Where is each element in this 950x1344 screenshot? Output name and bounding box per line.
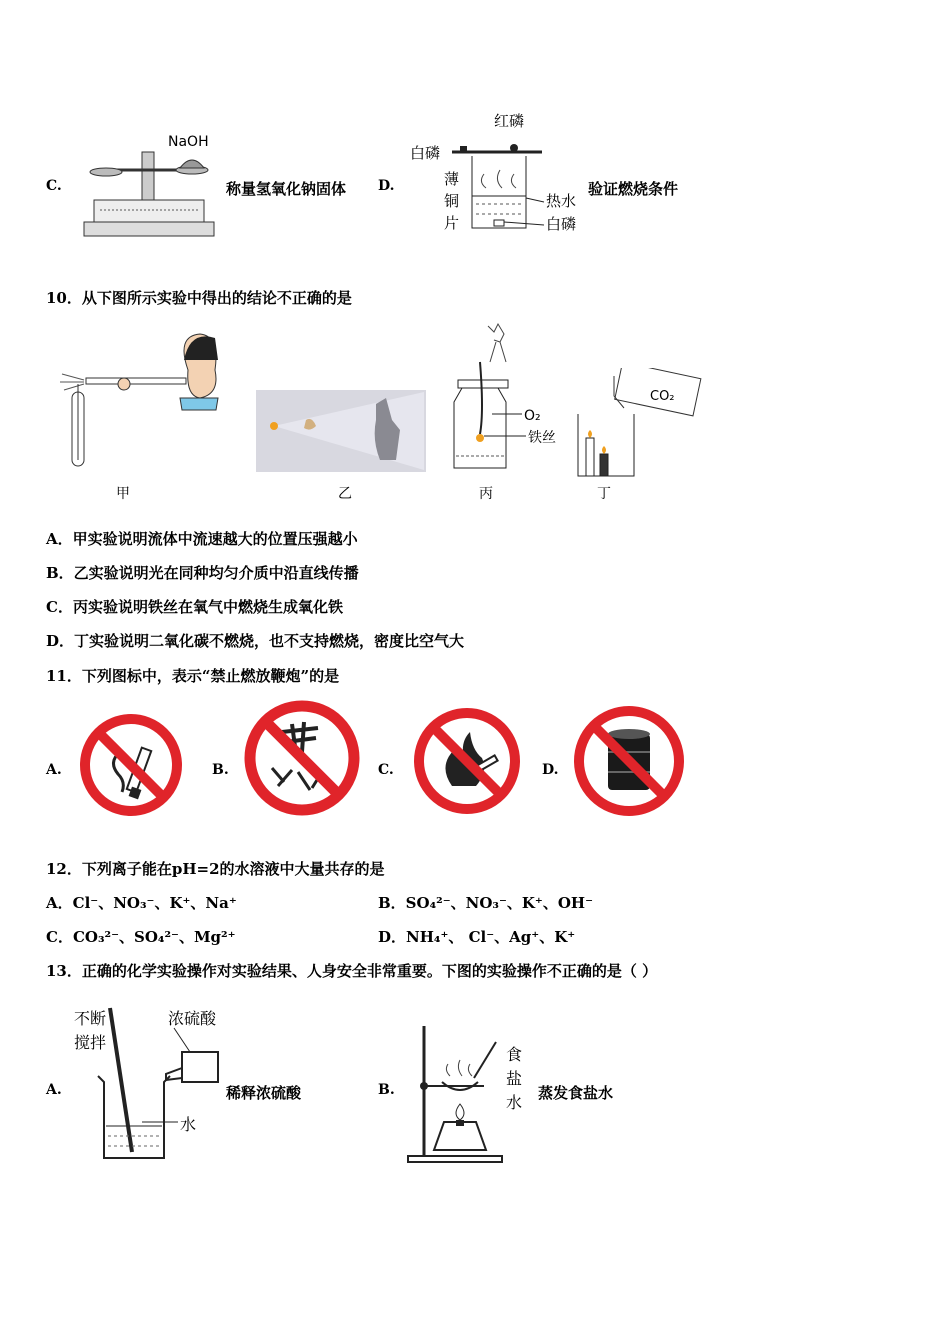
svg-text:水: 水 xyxy=(180,1115,197,1134)
q10-option-c: C．丙实验说明铁丝在氧气中燃烧生成氧化铁 xyxy=(46,598,343,616)
q10-option-d: D．丁实验说明二氧化碳不燃烧，也不支持燃烧，密度比空气大 xyxy=(46,632,465,650)
caption-jia: 甲 xyxy=(116,486,130,502)
figure-jia xyxy=(50,330,220,470)
option-c-letter: C. xyxy=(46,178,62,194)
combustion-figure xyxy=(408,108,588,238)
option-c-text: 称量氢氧化钠固体 xyxy=(226,180,347,198)
naoh-label: NaOH xyxy=(168,134,209,150)
q13-letter-a: A. xyxy=(46,1082,62,1098)
figure-bing xyxy=(450,322,570,472)
q12-option-c: C．CO₃²⁻、SO₄²⁻、Mg²⁺ xyxy=(46,928,236,946)
q12-option-b: B．SO₄²⁻、NO₃⁻、K⁺、OH⁻ xyxy=(378,894,594,912)
no-smoking-sign-a xyxy=(78,712,184,818)
q11-letter-c: C. xyxy=(378,762,394,778)
q13-stem: 13．正确的化学实验操作对实验结果、人身安全非常重要。下图的实验操作不正确的是（ ） xyxy=(46,962,658,980)
svg-text:浓硫酸: 浓硫酸 xyxy=(168,1009,217,1028)
q11-letter-d: D. xyxy=(542,762,559,778)
no-firecrackers-sign-b xyxy=(242,698,362,818)
evaporation-figure xyxy=(404,1020,534,1164)
svg-text:O₂: O₂ xyxy=(524,408,541,424)
svg-text:热水: 热水 xyxy=(546,192,577,210)
no-fire-sign-c xyxy=(412,706,522,816)
q13-letter-b: B. xyxy=(378,1082,395,1098)
caption-bing: 丙 xyxy=(479,486,493,502)
option-d-letter: D. xyxy=(378,178,395,194)
q10-option-a: A．甲实验说明流体中流速越大的位置压强越小 xyxy=(46,530,358,548)
figure-ding xyxy=(574,368,704,478)
caption-yi: 乙 xyxy=(338,486,352,502)
svg-text:红磷: 红磷 xyxy=(494,112,525,130)
svg-text:CO₂: CO₂ xyxy=(650,389,675,404)
dilution-figure xyxy=(70,998,226,1164)
svg-text:水: 水 xyxy=(506,1093,523,1112)
q13-a-text: 稀释浓硫酸 xyxy=(226,1084,302,1102)
q12-option-d: D．NH₄⁺、 Cl⁻、Ag⁺、K⁺ xyxy=(378,928,576,946)
q10-stem: 10．从下图所示实验中得出的结论不正确的是 xyxy=(46,289,352,307)
svg-text:白磷: 白磷 xyxy=(546,215,577,233)
q12-stem: 12．下列离子能在pH=2的水溶液中大量共存的是 xyxy=(46,860,385,878)
svg-text:不断: 不断 xyxy=(74,1009,107,1028)
svg-text:薄: 薄 xyxy=(444,170,460,188)
svg-text:铁丝: 铁丝 xyxy=(528,430,556,446)
svg-text:食: 食 xyxy=(506,1045,523,1064)
svg-text:铜: 铜 xyxy=(444,192,460,210)
q11-letter-b: B. xyxy=(212,762,229,778)
q13-b-text: 蒸发食盐水 xyxy=(538,1084,614,1102)
q11-letter-a: A. xyxy=(46,762,62,778)
svg-text:盐: 盐 xyxy=(506,1069,523,1088)
svg-text:白磷: 白磷 xyxy=(410,144,441,162)
q10-option-b: B．乙实验说明光在同种均匀介质中沿直线传播 xyxy=(46,564,359,582)
q12-option-a: A．Cl⁻、NO₃⁻、K⁺、Na⁺ xyxy=(46,894,237,912)
svg-text:搅拌: 搅拌 xyxy=(74,1033,107,1052)
svg-text:片: 片 xyxy=(444,214,460,232)
caption-ding: 丁 xyxy=(597,486,611,502)
no-oil-drum-sign-d xyxy=(572,704,686,818)
figure-yi xyxy=(256,390,426,472)
option-d-text: 验证燃烧条件 xyxy=(588,180,679,198)
balance-figure xyxy=(80,130,220,242)
q11-stem: 11．下列图标中，表示“禁止燃放鞭炮”的是 xyxy=(46,667,340,685)
